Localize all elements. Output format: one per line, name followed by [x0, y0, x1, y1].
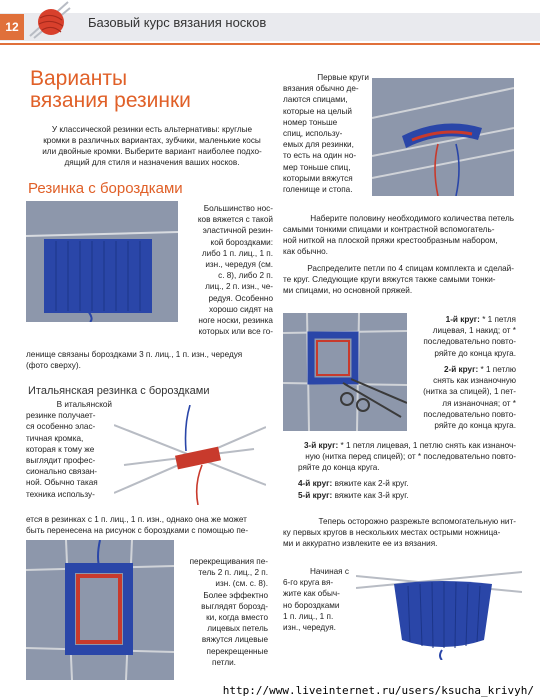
text-line: лаются спицами,: [283, 95, 348, 105]
text-line: выглядит профес-: [26, 456, 96, 466]
text-line: ноге носки, резинка: [198, 316, 273, 326]
text-line: тель 2 п. лиц., 2 п.: [198, 568, 268, 578]
text-line: В итальянской: [56, 400, 112, 409]
text-line: Большинство нос-: [203, 204, 273, 213]
text-line: ряйте до конца круга.: [434, 421, 516, 431]
round2-block: [412, 364, 516, 431]
text-line: изн., чередуя.: [283, 623, 336, 633]
main-title-line1: Варианты: [30, 67, 128, 90]
text-line: которыми вяжутся: [283, 173, 353, 183]
text-line: тичная кромка,: [26, 433, 84, 443]
text-line: голенище и стопа.: [283, 185, 353, 195]
text-line: но бороздками: [283, 600, 340, 610]
text-line: редуя. Особенно: [208, 293, 273, 303]
photo-italian-frame: [26, 540, 174, 680]
text-line: Распределите петли по 4 спицам комплекта и сделай-: [307, 264, 514, 273]
text-line: ми и аккуратно извлеките ее из вязания.: [283, 539, 438, 548]
page-number: 12: [0, 14, 24, 40]
photo-ribbing-swatch: [26, 201, 178, 322]
text-line: Более эффектно: [203, 590, 268, 600]
text-line: * 1 петля: [482, 315, 516, 324]
text-line: которые на целый: [283, 106, 352, 116]
text-line: быть перенесена на рисунок с бороздками с помощью пе-: [26, 526, 249, 535]
text-line: самыми тонкими спицами и контрастной вспомогатель-: [283, 225, 495, 234]
text-line: ной. Обычно такая: [26, 478, 98, 488]
section-title-ribbing: Резинка с бороздками: [28, 180, 183, 197]
text-line: спиц, использу-: [283, 129, 343, 139]
text-line: ряйте до конца круга.: [434, 348, 516, 358]
text-line: Наберите половину необходимого количества петель: [310, 214, 514, 223]
text-line: * 1 петля лицевая, 1 петлю снять как изнаноч-: [340, 441, 516, 450]
round-label: 5-й круг:: [298, 491, 333, 500]
round1-block: [412, 314, 516, 359]
text-line: сионально связан-: [26, 467, 98, 477]
text-line: с. 8), либо 2 п.: [218, 271, 273, 281]
round3-line: [300, 440, 516, 451]
intro-line: дящий для стиля и назначения ваших носков.: [64, 158, 240, 167]
text-line: (фото сверху).: [26, 361, 81, 370]
footer-url[interactable]: http://www.liveinternet.ru/users/ksucha_krivyh/: [222, 684, 534, 697]
section2-wrap-text: [26, 399, 112, 500]
round5-line: [298, 490, 409, 501]
photo-finished-cuff: [356, 558, 522, 660]
header-band: [0, 13, 540, 41]
text-line: ля изнаночная; от *: [442, 398, 516, 408]
text-line: ми спицами, но основной пряжей.: [283, 286, 413, 295]
text-line: Теперь осторожно разрежьте вспомогательную нит-: [318, 517, 516, 526]
text-line: ков вяжется с такой: [197, 215, 273, 225]
text-line: Начиная с: [309, 567, 349, 576]
text-line: хорошо сидят на: [208, 304, 273, 314]
text-line: техника использу-: [26, 489, 95, 499]
round-label: 4-й круг:: [298, 479, 333, 488]
intro-line: У классической резинки есть альтернативы: круглые: [51, 125, 253, 134]
text-line: как обычно.: [283, 247, 328, 256]
text-line: лицевых петель: [207, 624, 268, 634]
text-line: выглядят борозд-: [201, 601, 268, 611]
text-line: номер тоньше: [283, 117, 338, 127]
text-line: емых для резинки,: [283, 140, 354, 150]
round-label: 1-й круг:: [445, 315, 480, 324]
text-line: перекрещивания пе-: [189, 557, 268, 566]
section-title-italian: Итальянская резинка с бороздками: [28, 385, 210, 397]
round-label: 3-й круг:: [303, 441, 339, 450]
text-line: резинке получает-: [26, 411, 96, 421]
text-line: Первые круги: [317, 73, 369, 82]
right-top-text: [283, 72, 369, 195]
text-line: вязания обычно де-: [283, 84, 359, 94]
text-line: ется в резинках с 1 п. лиц., 1 п. изн., однако она же может: [26, 515, 247, 524]
round4-line: [298, 478, 409, 489]
header-title: Базовый курс вязания носков: [88, 15, 267, 30]
text-line: (нитка за спицей), 1 пет-: [423, 387, 516, 397]
text-line: те круг. Следующие круги вяжутся также самыми тонки-: [283, 275, 496, 284]
intro-line: или двойные кромки. Выберите вариант наиболее подхо-: [42, 147, 262, 156]
main-title-line2: вязания резинки: [30, 89, 191, 112]
text-line: то есть на один но-: [283, 151, 357, 161]
text-line: вяжите как 2-й круг.: [334, 479, 409, 488]
section1-wrap-text: [183, 203, 273, 337]
text-line: ленище связаны бороздками 3 п. лиц., 1 п. изн., чередуя: [26, 350, 243, 359]
photo-square-frame: [283, 313, 407, 431]
text-line: ку первых кругов в нескольких местах острыми ножница-: [283, 528, 501, 537]
text-line: которых или все го-: [198, 327, 273, 337]
intro-line: кромки в различных вариантах, зубчики, маленькие косы: [43, 136, 261, 145]
header-divider: [0, 43, 540, 45]
photo-italian-needles: [114, 405, 266, 505]
text-line: ся особенно элас-: [26, 422, 96, 432]
text-line: которая к тому же: [26, 444, 95, 454]
text-line: вяжутся лицевые: [201, 635, 268, 645]
text-line: перекрещенные: [206, 646, 268, 656]
text-line: жите как обыч-: [283, 589, 340, 599]
text-line: последовательно повто-: [423, 337, 516, 347]
text-line: петли.: [212, 657, 236, 667]
text-line: кой бороздками:: [210, 237, 273, 247]
text-line: изн., чередуя (см.: [205, 260, 273, 270]
round-label: 2-й круг:: [443, 365, 479, 374]
text-line: ной ниткой на плоской пряжи крестообразным набором,: [283, 236, 498, 245]
text-line: лицевая, 1 накид; от *: [432, 326, 516, 336]
text-line: вяжите как 3-й круг.: [334, 491, 409, 500]
photo-thin-needles: [372, 78, 514, 196]
text-line: мер тоньше спиц,: [283, 162, 351, 172]
text-line: ки, когда вместо: [206, 613, 268, 623]
text-line: 6-го круга вя-: [283, 578, 334, 588]
text-line: эластичной резин-: [202, 226, 273, 236]
text-line: лиц., 2 п. изн., че-: [205, 282, 273, 292]
text-line: ную (нитка перед спицей); от * последовательно повто-: [305, 452, 516, 461]
text-line: * 1 петлю: [480, 365, 516, 374]
text-line: 1 п. лиц., 1 п.: [283, 611, 334, 621]
section2-right-text: [180, 556, 268, 668]
text-line: снять как изнаночную: [433, 376, 516, 386]
text-line: либо 1 п. лиц., 1 п.: [201, 248, 273, 258]
text-line: последовательно повто-: [423, 409, 516, 419]
final-text: [283, 566, 349, 633]
text-line: ряйте до конца круга.: [298, 463, 380, 472]
text-line: изн. (см. с. 8).: [215, 579, 268, 589]
yarn-ball-icon: [28, 0, 72, 40]
